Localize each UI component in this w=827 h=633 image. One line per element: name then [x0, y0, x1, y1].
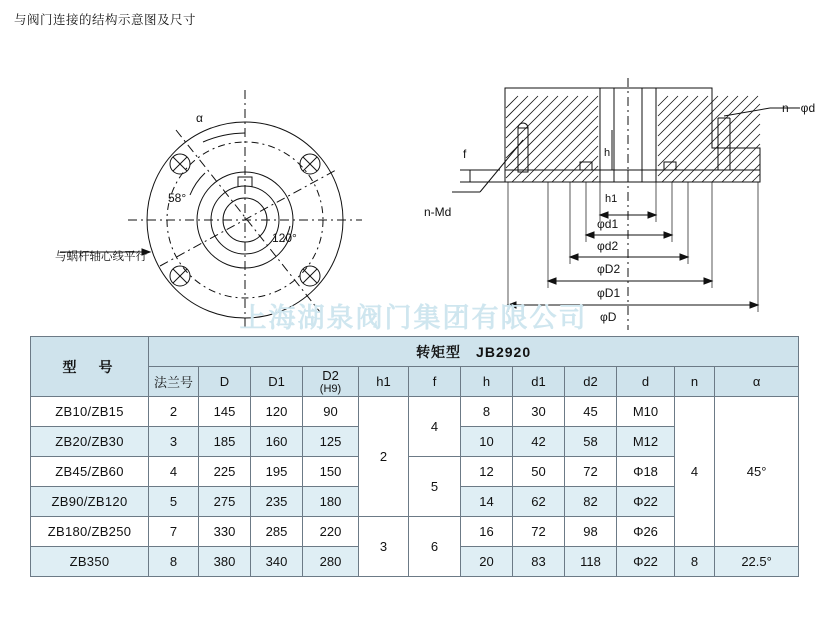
cell-d: M12 — [617, 427, 675, 457]
spec-table — [30, 336, 799, 577]
col-header-D2-main: D2 — [322, 368, 339, 383]
cell-D2: 150 — [303, 457, 359, 487]
cell-model: ZB180/ZB250 — [31, 517, 149, 547]
label-h: h — [604, 147, 611, 159]
label-h1: h1 — [605, 193, 618, 205]
col-header-D1: D1 — [251, 367, 303, 397]
cell-D2: 280 — [303, 547, 359, 577]
cell-alpha-merged: 45° — [715, 397, 799, 547]
label-phi-d2: φd2 — [597, 239, 619, 253]
col-header-h1: h1 — [359, 367, 409, 397]
cell-f-merged-1: 4 — [409, 397, 461, 457]
cell-d2: 45 — [565, 397, 617, 427]
drawing-svg — [0, 30, 827, 330]
cell-flange: 5 — [149, 487, 199, 517]
cell-D2: 125 — [303, 427, 359, 457]
label-phi-d1: φd1 — [597, 217, 619, 231]
right-section-view — [452, 78, 800, 330]
cell-d1: 50 — [513, 457, 565, 487]
col-header-d2: d2 — [565, 367, 617, 397]
label-phi-D2: φD2 — [597, 262, 621, 276]
col-header-d: d — [617, 367, 675, 397]
cell-model: ZB90/ZB120 — [31, 487, 149, 517]
technical-drawing — [0, 30, 827, 330]
cell-h1-merged-bottom: 3 — [359, 517, 409, 577]
cell-flange: 7 — [149, 517, 199, 547]
cell-d: Φ22 — [617, 547, 675, 577]
col-header-d1: d1 — [513, 367, 565, 397]
cell-h: 10 — [461, 427, 513, 457]
cell-D2: 90 — [303, 397, 359, 427]
col-header-D2-sub: (H9) — [319, 383, 342, 395]
col-header-flange: 法兰号 — [149, 367, 199, 397]
cell-d2: 82 — [565, 487, 617, 517]
cell-d2: 118 — [565, 547, 617, 577]
cell-h: 16 — [461, 517, 513, 547]
cell-model: ZB45/ZB60 — [31, 457, 149, 487]
cell-d: Φ22 — [617, 487, 675, 517]
page-title: 与阀门连接的结构示意图及尺寸 — [14, 13, 197, 27]
cell-D: 185 — [199, 427, 251, 457]
cell-model: ZB10/ZB15 — [31, 397, 149, 427]
table-header-group: 转矩型 JB2920 — [149, 337, 799, 367]
col-header-n: n — [675, 367, 715, 397]
left-flange-view — [60, 90, 362, 330]
cell-d1: 72 — [513, 517, 565, 547]
cell-h: 14 — [461, 487, 513, 517]
cell-D: 225 — [199, 457, 251, 487]
cell-n-merged: 4 — [675, 397, 715, 547]
cell-f-merged-3: 6 — [409, 517, 461, 577]
col-header-D: D — [199, 367, 251, 397]
cell-d2: 72 — [565, 457, 617, 487]
cell-flange: 4 — [149, 457, 199, 487]
cell-D: 145 — [199, 397, 251, 427]
label-parallel-note: 与蜗杆轴心线平行 — [55, 251, 147, 263]
cell-d: Φ18 — [617, 457, 675, 487]
cell-D: 380 — [199, 547, 251, 577]
cell-flange: 3 — [149, 427, 199, 457]
cell-d1: 62 — [513, 487, 565, 517]
table-row — [31, 397, 799, 427]
watermark: 上海湖泉阀门集团有限公司 — [239, 303, 588, 333]
cell-D2: 180 — [303, 487, 359, 517]
cell-D1: 235 — [251, 487, 303, 517]
label-angle-120: 120° — [272, 231, 297, 245]
col-header-h: h — [461, 367, 513, 397]
cell-model: ZB20/ZB30 — [31, 427, 149, 457]
cell-h: 12 — [461, 457, 513, 487]
cell-f-merged-2: 5 — [409, 457, 461, 517]
table-header-model: 型 号 — [31, 337, 149, 397]
label-angle-58: 58° — [168, 191, 187, 205]
cell-D1: 285 — [251, 517, 303, 547]
cell-D: 330 — [199, 517, 251, 547]
label-phi-D1: φD1 — [597, 286, 621, 300]
cell-D: 275 — [199, 487, 251, 517]
cell-D1: 340 — [251, 547, 303, 577]
cell-d1: 83 — [513, 547, 565, 577]
label-n-phi-d: n－φd — [782, 101, 816, 115]
cell-h: 8 — [461, 397, 513, 427]
cell-d2: 98 — [565, 517, 617, 547]
col-header-D2 — [303, 367, 359, 397]
cell-d1: 30 — [513, 397, 565, 427]
cell-h: 20 — [461, 547, 513, 577]
cell-D1: 195 — [251, 457, 303, 487]
cell-d1: 42 — [513, 427, 565, 457]
col-header-f: f — [409, 367, 461, 397]
label-alpha: α — [196, 111, 203, 125]
cell-D1: 120 — [251, 397, 303, 427]
cell-d: M10 — [617, 397, 675, 427]
cell-h1-merged-top: 2 — [359, 397, 409, 517]
label-f: f — [463, 147, 467, 161]
cell-model: ZB350 — [31, 547, 149, 577]
cell-flange: 8 — [149, 547, 199, 577]
cell-d2: 58 — [565, 427, 617, 457]
spec-table-wrapper — [30, 336, 798, 577]
cell-d: Φ26 — [617, 517, 675, 547]
cell-alpha: 22.5° — [715, 547, 799, 577]
label-phi-D: φD — [600, 310, 617, 324]
label-n-Md: n-Md — [424, 205, 452, 219]
col-header-alpha: α — [715, 367, 799, 397]
cell-D2: 220 — [303, 517, 359, 547]
cell-flange: 2 — [149, 397, 199, 427]
cell-D1: 160 — [251, 427, 303, 457]
cell-n: 8 — [675, 547, 715, 577]
